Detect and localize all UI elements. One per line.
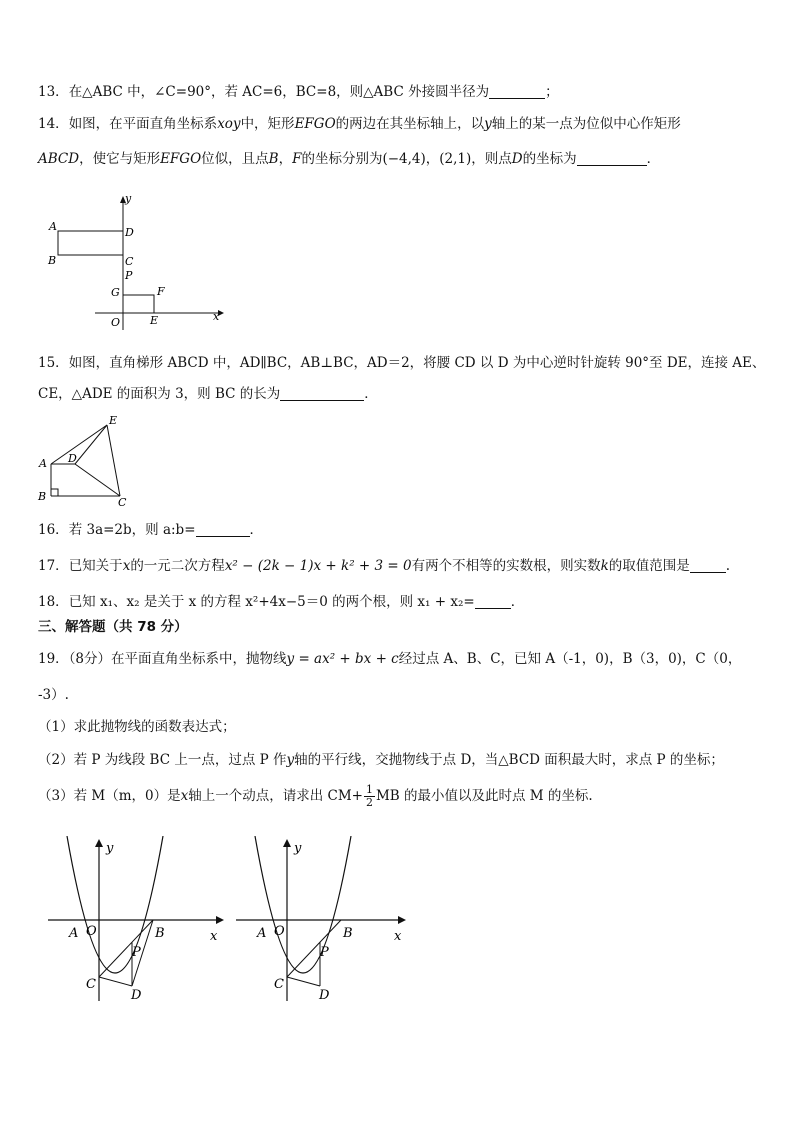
q18-number: 18． — [38, 594, 69, 610]
q19-text: 轴的平行线，交抛物线于点 D，当△BCD 面积最大时，求点 P 的坐标； — [294, 752, 724, 768]
q14-var-xoy: xoy — [217, 116, 241, 132]
q19-equation: y = ax² + bx + c — [286, 651, 399, 667]
q19-text: 经过点 A、B、C，已知 A（-1，0)，B（3，0)，C（0， — [398, 651, 742, 667]
q17-equation: x² − (2k − 1)x + k² + 3 = 0 — [224, 558, 412, 574]
question-19-line2: -3）. — [38, 687, 69, 703]
q19-text: 轴上一个动点，请求出 CM+ — [188, 788, 363, 804]
q17-text: 已知关于 — [68, 558, 123, 574]
q14-text: 位似，且点 — [201, 151, 269, 167]
q19f2-x-arrow — [398, 916, 406, 924]
q15-segment-ec — [107, 425, 120, 496]
q19-var-x: x — [180, 788, 189, 804]
q15-text: CE，△ADE 的面积为 3，则 BC 的长为 — [38, 386, 281, 402]
q18-answer-blank[interactable] — [475, 594, 511, 609]
q14-coord-f: (2,1) — [439, 151, 472, 167]
q13-number: 13． — [38, 84, 69, 100]
q19f1-parabola — [67, 836, 163, 973]
q19-text: （2）若 P 为线段 BC 上一点，过点 P 作 — [38, 752, 287, 768]
q14-text: 轴上的某一点为位似中心作矩形 — [491, 116, 681, 132]
q19f2-y-arrow — [283, 839, 291, 847]
q18-tail: ． — [510, 594, 525, 610]
q14-text: 的两边在其坐标轴上，以 — [335, 116, 485, 132]
q14-tail: ． — [646, 151, 661, 167]
q15-figure — [30, 412, 140, 508]
q14-number: 14． — [38, 116, 69, 132]
q19f1-label-o: O — [86, 924, 97, 939]
q19f1-label-c: C — [86, 977, 96, 992]
q14-answer-blank[interactable] — [577, 151, 647, 166]
q19f1-y-arrow — [95, 839, 103, 847]
q19-text: （3）若 M（m，0）是 — [38, 788, 181, 804]
q19f2-label-p: P — [320, 945, 329, 960]
q19f2-label-o: O — [274, 924, 285, 939]
q19-var-y: y — [286, 752, 295, 768]
q14-label-o: O — [111, 316, 121, 329]
q14-text: ，使它与矩形 — [79, 151, 161, 167]
question-16 — [38, 520, 263, 540]
q14-label-b: B — [48, 254, 57, 267]
q14-label-g: G — [111, 286, 120, 299]
q14-label-d: D — [125, 226, 134, 239]
q15-text: 如图，直角梯形 ABCD 中，AD∥BC，AB⊥BC，AD＝2，将腰 CD 以 D 为中心逆时针旋转 90°至 DE，连接 AE、 — [68, 355, 766, 371]
q14-text: 的坐标为 — [522, 151, 577, 167]
q19f1-segment-bc — [99, 920, 153, 977]
q19f2-label-a: A — [257, 926, 267, 941]
q14-text: 中，矩形 — [240, 116, 295, 132]
q14-label-c: C — [125, 255, 134, 268]
q17-answer-blank[interactable] — [690, 558, 726, 573]
q19f1-label-d: D — [131, 988, 142, 1003]
q14-var-abcd: ABCD — [38, 151, 80, 167]
q14-rect-efgo — [123, 295, 154, 313]
question-19-part1: （1）求此抛物线的函数表达式； — [38, 719, 236, 735]
q18-text: 已知 x₁、x₂ 是关于 x 的方程 x²+4x−5＝0 的两个根，则 x₁ + x₂= — [68, 594, 475, 610]
q14-label-f: F — [157, 285, 165, 298]
q17-tail: . — [725, 558, 731, 574]
q15-right-angle-mark — [51, 489, 58, 496]
q19-number: 19． — [38, 651, 69, 667]
q16-tail: ． — [249, 522, 264, 538]
q19-figure-1 — [40, 836, 230, 1006]
question-15-line2 — [38, 384, 378, 404]
q14-var-y: y — [484, 116, 492, 132]
q14-rect-abcd — [58, 231, 123, 255]
q17-var-x: x — [122, 558, 131, 574]
q15-answer-blank[interactable] — [280, 386, 364, 401]
q19f1-label-x: x — [210, 929, 218, 944]
q19f1-x-arrow — [216, 916, 224, 924]
q17-text: 有两个不相等的实数根，则实数 — [411, 558, 601, 574]
q19-text: MB 的最小值以及此时点 M 的坐标. — [375, 788, 593, 804]
question-17 — [38, 556, 730, 576]
q15-number: 15． — [38, 355, 69, 371]
q19f2-label-d: D — [319, 988, 330, 1003]
question-14-line1 — [38, 114, 681, 134]
q19f2-label-c: C — [274, 977, 284, 992]
q19f2-label-b: B — [343, 926, 353, 941]
q15-segment-ae — [51, 425, 107, 464]
q16-answer-blank[interactable] — [196, 522, 250, 537]
q14-var-f: F — [292, 151, 302, 167]
question-19-line1 — [38, 649, 741, 669]
q15-label-c: C — [118, 496, 127, 508]
q19-figure-2 — [228, 836, 418, 1006]
q15-tail: ． — [364, 386, 378, 402]
q14-label-y: y — [125, 192, 132, 205]
q19f2-parabola — [255, 836, 351, 973]
q14-var-d: D — [511, 151, 523, 167]
question-15-line1 — [38, 353, 765, 373]
q19f1-label-p: P — [132, 945, 141, 960]
q15-label-b: B — [38, 490, 47, 503]
q15-label-a: A — [39, 457, 47, 470]
q19f1-segment-cd — [99, 977, 132, 986]
q17-var-k: k — [600, 558, 609, 574]
q19f1-label-y: y — [106, 841, 114, 856]
q14-coord-b: (−4,4) — [382, 151, 426, 167]
question-19-part2 — [38, 750, 724, 770]
q13-text: 在△ABC 中，∠C=90°，若 AC=6，BC=8，则△ABC 外接圆半径为 — [68, 84, 490, 100]
q19f2-segment-cd — [287, 977, 320, 986]
section-heading: 三、解答题（共 78 分） — [38, 619, 188, 635]
q14-label-x: x — [213, 310, 220, 323]
q14-label-a: A — [49, 220, 57, 233]
q17-number: 17． — [38, 558, 69, 574]
q15-label-d: D — [68, 452, 77, 465]
fraction-denominator: 2 — [365, 796, 373, 809]
q13-answer-blank[interactable] — [489, 84, 545, 99]
q14-text: 如图，在平面直角坐标系 — [68, 116, 218, 132]
q13-tail: ； — [545, 84, 559, 100]
q19f2-label-y: y — [294, 841, 302, 856]
q19f1-label-b: B — [155, 926, 165, 941]
q14-var-b: B — [268, 151, 279, 167]
q16-number: 16． — [38, 522, 69, 538]
q17-text: 的取值范围是 — [608, 558, 690, 574]
q14-text: ，则点 — [471, 151, 512, 167]
q14-figure — [40, 190, 230, 335]
q14-label-p: P — [125, 269, 133, 282]
q15-segment-dc — [75, 464, 120, 496]
question-14-line2 — [38, 149, 660, 169]
q14-text: ， — [425, 151, 440, 167]
q14-var-efgo: EFGO — [294, 116, 336, 132]
q19-text: （8分）在平面直角坐标系中，抛物线 — [68, 651, 287, 667]
q15-label-e: E — [109, 414, 118, 427]
q19-fraction — [364, 784, 375, 809]
q14-text: ， — [278, 151, 293, 167]
question-18 — [38, 592, 524, 612]
q14-text: 的坐标分别为 — [301, 151, 383, 167]
q19f1-label-a: A — [69, 926, 79, 941]
fraction-numerator: 1 — [365, 783, 373, 796]
question-13 — [38, 82, 559, 102]
question-19-part3 — [38, 784, 593, 809]
q14-var-efgo: EFGO — [160, 151, 202, 167]
q17-text: 的一元二次方程 — [130, 558, 225, 574]
q14-label-e: E — [150, 314, 159, 327]
q16-text: 若 3a=2b，则 a:b= — [68, 522, 196, 538]
q19f2-segment-bc — [287, 920, 341, 977]
q19f2-label-x: x — [394, 929, 402, 944]
